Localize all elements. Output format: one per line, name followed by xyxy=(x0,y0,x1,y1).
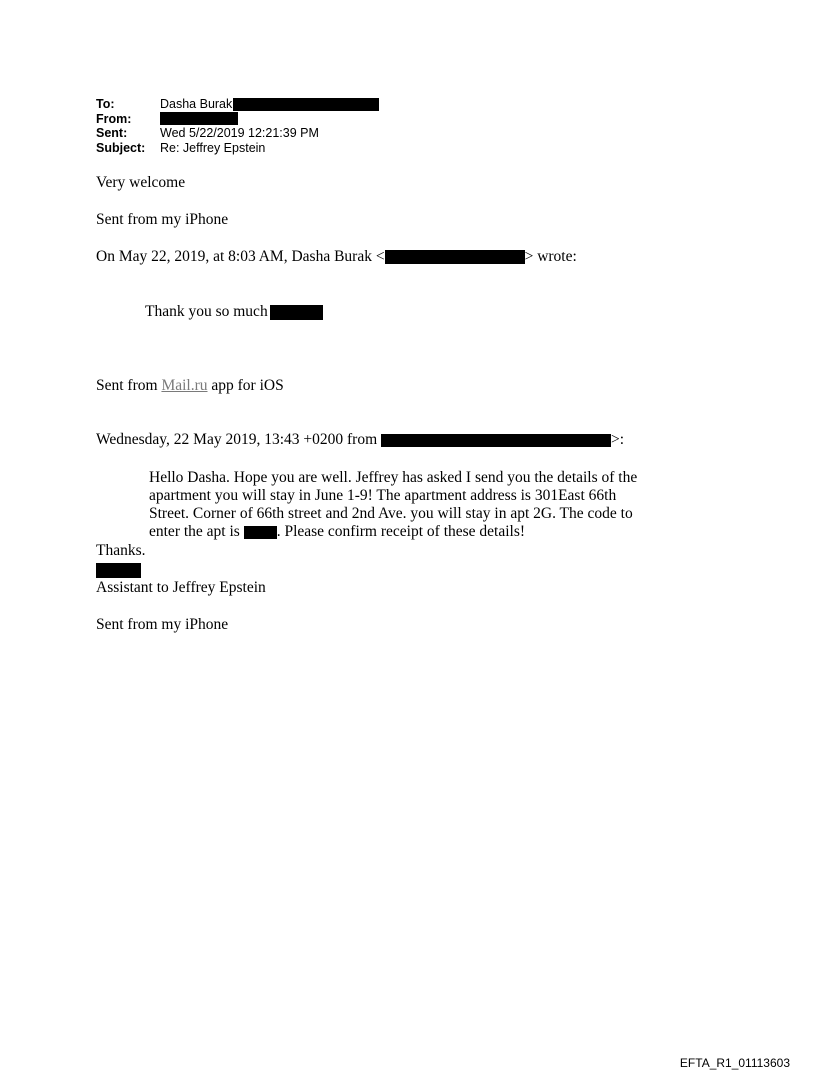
subject-label: Subject: xyxy=(96,140,146,155)
thank-you-line: Thank you so much xyxy=(145,303,323,321)
assistant-title: Assistant to Jeffrey Epstein xyxy=(96,579,266,596)
subject-value: Re: Jeffrey Epstein xyxy=(160,140,266,155)
sent-label: Sent: xyxy=(96,126,128,140)
subject-row xyxy=(96,141,379,156)
redaction-block xyxy=(244,526,277,539)
redaction-block xyxy=(96,563,141,578)
signature-line: Sent from my iPhone xyxy=(96,616,229,633)
to-value: Dasha Burak xyxy=(160,97,233,111)
quoted-paragraph xyxy=(149,469,669,541)
sent-row xyxy=(96,126,379,141)
paragraph-line: apartment you will stay in June 1-9! The apartment address is 301East 66th xyxy=(149,487,617,504)
to-row xyxy=(96,97,379,112)
from-row xyxy=(96,112,379,127)
wednesday-line: Wednesday, 22 May 2019, 13:43 +0200 from >: xyxy=(96,431,625,448)
redaction-block xyxy=(385,250,525,264)
document-id: EFTA_R1_01113603 xyxy=(679,1056,790,1070)
sent-value: Wed 5/22/2019 12:21:39 PM xyxy=(160,126,319,140)
redaction-block xyxy=(381,434,611,447)
thanks-line: Thanks. xyxy=(96,542,146,559)
paragraph-line: enter the apt is . Please confirm receipt of these details! xyxy=(149,523,526,540)
quote-intro: On May 22, 2019, at 8:03 AM, Dasha Burak < > wrote: xyxy=(96,248,577,265)
email-header xyxy=(96,97,379,155)
redaction-block xyxy=(160,112,238,125)
reply-text: Very welcome xyxy=(96,174,186,191)
redaction-block xyxy=(270,305,323,320)
redaction-block xyxy=(233,98,379,111)
mail-app-line: Sent from Mail.ru app for iOS xyxy=(96,377,284,394)
to-label: To: xyxy=(96,97,115,111)
mail-ru-link[interactable]: Mail.ru xyxy=(161,377,208,394)
from-label: From: xyxy=(96,111,132,126)
paragraph-line: Street. Corner of 66th street and 2nd Ave. you will stay in apt 2G. The code to xyxy=(149,505,633,522)
paragraph-line: Hello Dasha. Hope you are well. Jeffrey has asked I send you the details of the xyxy=(149,469,638,486)
signature-line: Sent from my iPhone xyxy=(96,211,229,228)
